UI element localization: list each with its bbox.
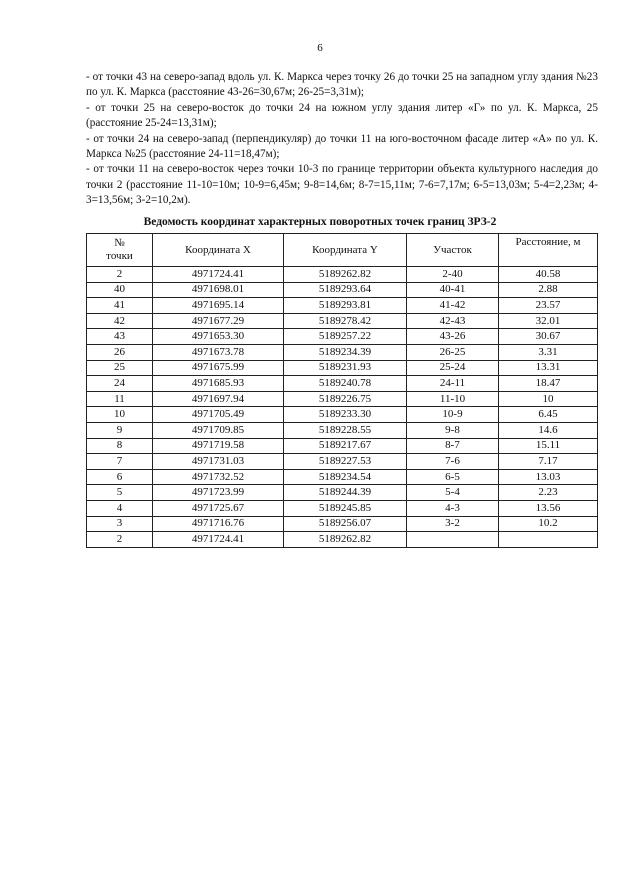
cell-coordinate-y: 5189293.64 [284, 282, 407, 298]
cell-point-number: 3 [87, 516, 153, 532]
cell-coordinate-x: 4971685.93 [153, 376, 284, 392]
table-row [87, 313, 598, 329]
table-row [87, 469, 598, 485]
cell-coordinate-x: 4971709.85 [153, 422, 284, 438]
cell-coordinate-x: 4971675.99 [153, 360, 284, 376]
cell-coordinate-y: 5189244.39 [284, 485, 407, 501]
cell-segment: 4-3 [407, 500, 499, 516]
table-row [87, 485, 598, 501]
cell-coordinate-x: 4971731.03 [153, 454, 284, 470]
paragraph: - от точки 43 на северо-запад вдоль ул. К. Маркса через точку 26 до точки 25 на западном углу здания №23 по ул. К. Маркса (расстояние 43-26=30,67м; 26-25=3,31м); [86, 71, 598, 99]
header-segment: Участок [407, 234, 499, 267]
cell-point-number: 2 [87, 267, 153, 283]
cell-segment: 2-40 [407, 267, 499, 283]
cell-segment: 7-6 [407, 454, 499, 470]
cell-segment: 8-7 [407, 438, 499, 454]
header-point-line1: № [114, 237, 125, 249]
cell-coordinate-y: 5189228.55 [284, 422, 407, 438]
table-row [87, 391, 598, 407]
cell-distance: 18.47 [499, 376, 598, 392]
cell-coordinate-y: 5189227.53 [284, 454, 407, 470]
cell-point-number: 24 [87, 376, 153, 392]
cell-segment: 40-41 [407, 282, 499, 298]
cell-distance: 40.58 [499, 267, 598, 283]
cell-distance: 15.11 [499, 438, 598, 454]
coordinates-table [86, 233, 598, 548]
cell-coordinate-y: 5189262.82 [284, 532, 407, 548]
cell-distance: 3.31 [499, 344, 598, 360]
cell-point-number: 5 [87, 485, 153, 501]
cell-coordinate-x: 4971673.78 [153, 344, 284, 360]
cell-coordinate-x: 4971653.30 [153, 329, 284, 345]
cell-distance: 23.57 [499, 298, 598, 314]
cell-point-number: 7 [87, 454, 153, 470]
cell-segment: 9-8 [407, 422, 499, 438]
cell-segment [407, 532, 499, 548]
header-distance: Расстояние, м [499, 234, 598, 267]
table-row [87, 298, 598, 314]
cell-segment: 3-2 [407, 516, 499, 532]
cell-coordinate-y: 5189262.82 [284, 267, 407, 283]
cell-coordinate-x: 4971724.41 [153, 267, 284, 283]
cell-distance: 13.56 [499, 500, 598, 516]
cell-point-number: 4 [87, 500, 153, 516]
cell-segment: 26-25 [407, 344, 499, 360]
cell-coordinate-y: 5189256.07 [284, 516, 407, 532]
cell-coordinate-x: 4971677.29 [153, 313, 284, 329]
page-number: 6 [317, 42, 323, 54]
table-row [87, 376, 598, 392]
paragraph: - от точки 24 на северо-запад (перпендикуляр) до точки 11 на юго-восточном фасаде литер «А» по ул. К. Маркса №25 (расстояние 24-11=18,47м); [86, 132, 598, 161]
cell-point-number: 43 [87, 329, 153, 345]
cell-point-number: 42 [87, 313, 153, 329]
table-header-row [87, 234, 598, 267]
cell-point-number: 25 [87, 360, 153, 376]
cell-distance: 6.45 [499, 407, 598, 423]
cell-segment: 10-9 [407, 407, 499, 423]
cell-coordinate-x: 4971698.01 [153, 282, 284, 298]
cell-distance: 13.31 [499, 360, 598, 376]
table-row [87, 407, 598, 423]
cell-coordinate-y: 5189234.39 [284, 344, 407, 360]
table-row [87, 516, 598, 532]
cell-point-number: 8 [87, 438, 153, 454]
cell-point-number: 26 [87, 344, 153, 360]
cell-point-number: 2 [87, 532, 153, 548]
cell-coordinate-x: 4971725.67 [153, 500, 284, 516]
cell-segment: 25-24 [407, 360, 499, 376]
cell-coordinate-y: 5189234.54 [284, 469, 407, 485]
cell-distance: 10 [499, 391, 598, 407]
cell-coordinate-y: 5189278.42 [284, 313, 407, 329]
boundary-description [86, 70, 598, 209]
cell-distance: 30.67 [499, 329, 598, 345]
cell-coordinate-x: 4971719.58 [153, 438, 284, 454]
cell-coordinate-y: 5189217.67 [284, 438, 407, 454]
table-row [87, 267, 598, 283]
cell-coordinate-x: 4971732.52 [153, 469, 284, 485]
cell-distance: 2.23 [499, 485, 598, 501]
header-point-number [87, 234, 153, 267]
cell-coordinate-x: 4971724.41 [153, 532, 284, 548]
cell-point-number: 11 [87, 391, 153, 407]
cell-distance: 7.17 [499, 454, 598, 470]
cell-coordinate-y: 5189240.78 [284, 376, 407, 392]
cell-segment: 24-11 [407, 376, 499, 392]
cell-distance [499, 532, 598, 548]
table-row [87, 344, 598, 360]
cell-segment: 5-4 [407, 485, 499, 501]
cell-segment: 41-42 [407, 298, 499, 314]
cell-coordinate-x: 4971697.94 [153, 391, 284, 407]
cell-segment: 42-43 [407, 313, 499, 329]
table-row [87, 454, 598, 470]
header-point-line2: точки [106, 250, 133, 262]
cell-segment: 43-26 [407, 329, 499, 345]
cell-coordinate-x: 4971705.49 [153, 407, 284, 423]
cell-segment: 6-5 [407, 469, 499, 485]
cell-distance: 10.2 [499, 516, 598, 532]
table-row [87, 500, 598, 516]
cell-point-number: 40 [87, 282, 153, 298]
cell-point-number: 9 [87, 422, 153, 438]
cell-coordinate-x: 4971716.76 [153, 516, 284, 532]
cell-point-number: 41 [87, 298, 153, 314]
table-row [87, 329, 598, 345]
cell-distance: 13.03 [499, 469, 598, 485]
table-body [87, 267, 598, 548]
table-row [87, 282, 598, 298]
cell-coordinate-y: 5189226.75 [284, 391, 407, 407]
cell-coordinate-x: 4971695.14 [153, 298, 284, 314]
cell-segment: 11-10 [407, 391, 499, 407]
cell-coordinate-x: 4971723.99 [153, 485, 284, 501]
paragraph: - от точки 25 на северо-восток до точки 24 на южном углу здания литер «Г» по ул. К. Маркса, 25 (расстояние 25-24=13,31м); [86, 101, 598, 130]
table-row [87, 422, 598, 438]
cell-coordinate-y: 5189231.93 [284, 360, 407, 376]
cell-coordinate-y: 5189245.85 [284, 500, 407, 516]
table-row [87, 532, 598, 548]
cell-point-number: 6 [87, 469, 153, 485]
cell-distance: 32.01 [499, 313, 598, 329]
header-coordinate-x: Координата X [153, 234, 284, 267]
table-row [87, 438, 598, 454]
header-coordinate-y: Координата Y [284, 234, 407, 267]
cell-distance: 2.88 [499, 282, 598, 298]
table-title: Ведомость координат характерных поворотных точек границ ЗРЗ-2 [143, 216, 497, 228]
paragraph: - от точки 11 на северо-восток через точки 10-3 по границе территории объекта культурного наследия до точки 2 (расстояние 11-10=10м; 10-9=6,45м; 9-8=14,6м; 8-7=15,11м; 7-6=7,17м; 6-5=13,03м; 5-4=2,23м; 4-3=13,56м; 3-2=10,2м). [86, 163, 598, 207]
table-row [87, 360, 598, 376]
cell-point-number: 10 [87, 407, 153, 423]
cell-coordinate-y: 5189293.81 [284, 298, 407, 314]
cell-coordinate-y: 5189257.22 [284, 329, 407, 345]
cell-distance: 14.6 [499, 422, 598, 438]
cell-coordinate-y: 5189233.30 [284, 407, 407, 423]
